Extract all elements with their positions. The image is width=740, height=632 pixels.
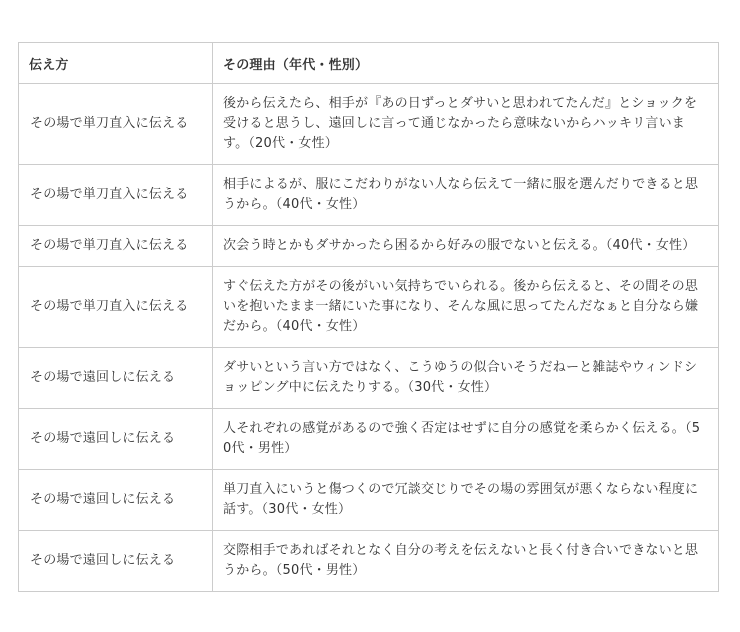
- method-cell: その場で単刀直入に伝える: [19, 165, 213, 226]
- method-cell: その場で単刀直入に伝える: [19, 84, 213, 165]
- method-cell: その場で遠回しに伝える: [19, 348, 213, 409]
- method-cell: その場で遠回しに伝える: [19, 409, 213, 470]
- table-row: [19, 267, 719, 348]
- header-reason: その理由（年代・性別）: [213, 43, 719, 84]
- reason-cell: すぐ伝えた方がその後がいい気持ちでいられる。後から伝えると、その間その思いを抱いたまま一緒にいた事になり、そんな風に思ってたんだなぁと自分なら嫌だから。（40代・女性）: [213, 267, 719, 348]
- table-row: [19, 165, 719, 226]
- reason-cell: 人それぞれの感覚があるので強く否定はせずに自分の感覚を柔らかく伝える。（50代・男性）: [213, 409, 719, 470]
- reason-cell: 次会う時とかもダサかったら困るから好みの服でないと伝える。（40代・女性）: [213, 226, 719, 267]
- reason-cell: 相手によるが、服にこだわりがない人なら伝えて一緒に服を選んだりできると思うから。（40代・女性）: [213, 165, 719, 226]
- header-method: 伝え方: [19, 43, 213, 84]
- survey-table-container: [18, 42, 718, 592]
- reason-cell: 交際相手であればそれとなく自分の考えを伝えないと長く付き合いできないと思うから。（50代・男性）: [213, 531, 719, 592]
- method-cell: その場で単刀直入に伝える: [19, 267, 213, 348]
- table-row: [19, 348, 719, 409]
- reason-cell: 後から伝えたら、相手が『あの日ずっとダサいと思われてたんだ』とショックを受けると思うし、遠回しに言って通じなかったら意味ないからハッキリ言います。（20代・女性）: [213, 84, 719, 165]
- method-cell: その場で遠回しに伝える: [19, 470, 213, 531]
- table-row: [19, 531, 719, 592]
- reason-cell: ダサいという言い方ではなく、こうゆうの似合いそうだねーと雑誌やウィンドショッピング中に伝えたりする。（30代・女性）: [213, 348, 719, 409]
- survey-table: [18, 42, 719, 592]
- method-cell: その場で単刀直入に伝える: [19, 226, 213, 267]
- method-cell: その場で遠回しに伝える: [19, 531, 213, 592]
- table-header-row: [19, 43, 719, 84]
- table-row: [19, 409, 719, 470]
- reason-cell: 単刀直入にいうと傷つくので冗談交じりでその場の雰囲気が悪くならない程度に話す。（30代・女性）: [213, 470, 719, 531]
- table-row: [19, 226, 719, 267]
- table-row: [19, 470, 719, 531]
- table-row: [19, 84, 719, 165]
